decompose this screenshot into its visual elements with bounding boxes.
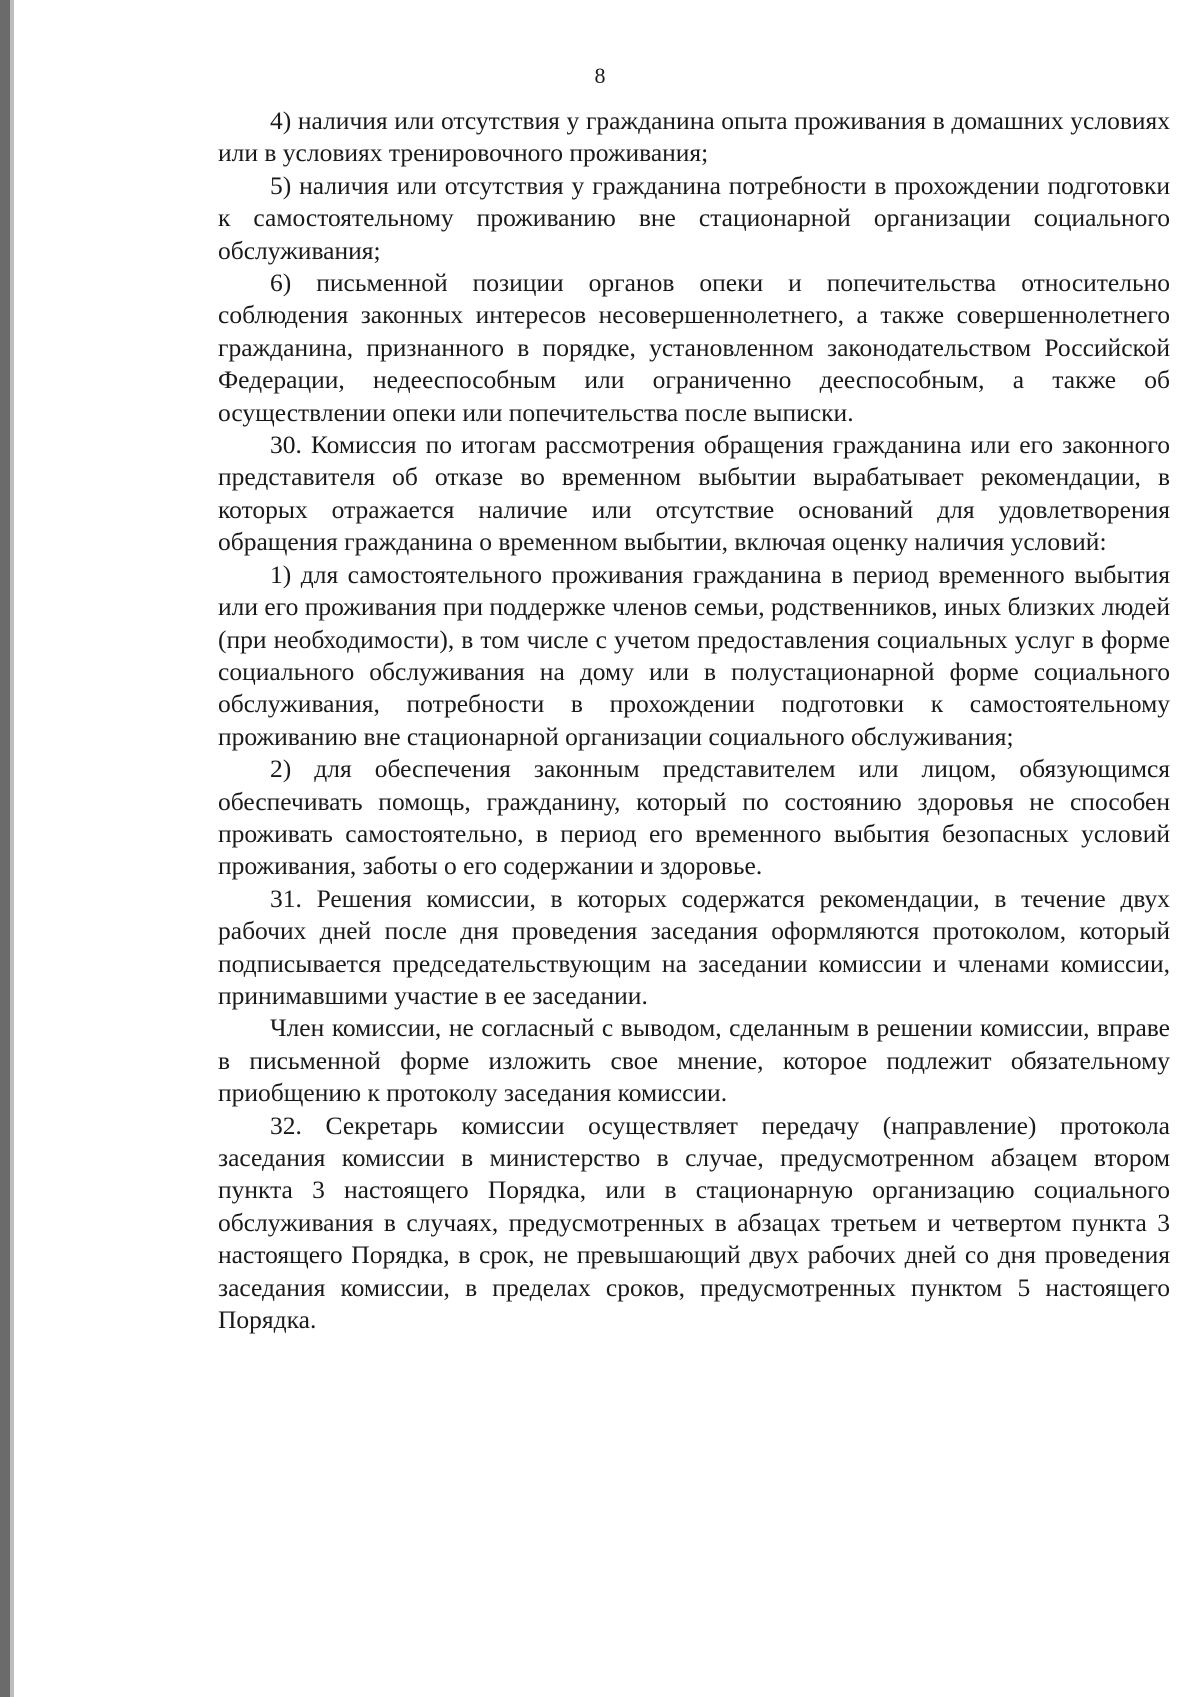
paragraph-clause-32: 32. Секретарь комиссии осуществляет передачу (направление) протокола заседания комиссии в министерство в случае, предусмотренном абзацем втором пункта 3 настоящего Порядка, или в стационарную организацию социального обслуживания в случаях, предусмотренных в абзацах третьем и четвертом пункта 3 настоящего Порядка, в срок, не превышающий двух рабочих дней со дня проведения заседания комиссии, в пределах сроков, предусмотренных пунктом 5 настоящего Порядка. bbox=[218, 1110, 1170, 1335]
paragraph-item-4: 4) наличия или отсутствия у гражданина опыта проживания в домашних условиях или в условиях тренировочного проживания; bbox=[218, 106, 1170, 168]
paragraph-item-5: 5) наличия или отсутствия у гражданина потребности в прохождении подготовки к самостоятельному проживанию вне стационарной организации социального обслуживания; bbox=[218, 170, 1170, 265]
scan-edge-shadow bbox=[10, 0, 14, 1697]
paragraph-item-6: 6) письменной позиции органов опеки и попечительства относительно соблюдения законных интересов несовершеннолетнего, а также совершеннолетнего гражданина, признанного в порядке, установленном законодательством Российской Федерации, недееспособным или ограниченно дееспособным, а также об осуществлении опеки или попечительства после выписки. bbox=[218, 268, 1170, 427]
paragraph-dissent: Член комиссии, не согласный с выводом, сделанным в решении комиссии, вправе в письменной форме изложить свое мнение, которое подлежит обязательному приобщению к протоколу заседания комиссии. bbox=[218, 1013, 1170, 1108]
paragraph-subitem-2: 2) для обеспечения законным представителем или лицом, обязующимся обеспечивать помощь, гражданину, который по состоянию здоровья не способен проживать самостоятельно, в период его временного выбытия безопасных условий проживания, заботы о его содержании и здоровье. bbox=[218, 754, 1170, 881]
document-body bbox=[218, 105, 1170, 1336]
paragraph-subitem-1: 1) для самостоятельного проживания гражданина в период временного выбытия или его проживания при поддержке членов семьи, родственников, иных близких людей (при необходимости), в том числе с учетом предоставления социальных услуг в форме социального обслуживания на дому или в полустационарной форме социального обслуживания, потребности в прохождении подготовки к самостоятельному проживанию вне стационарной организации социального обслуживания; bbox=[218, 559, 1170, 751]
page-number: 8 bbox=[594, 63, 606, 88]
paragraph-clause-31: 31. Решения комиссии, в которых содержатся рекомендации, в течение двух рабочих дней после дня проведения заседания оформляются протоколом, который подписывается председательствующим на заседании комиссии и членами комиссии, принимавшими участие в ее заседании. bbox=[218, 883, 1170, 1010]
paragraph-clause-30: 30. Комиссия по итогам рассмотрения обращения гражданина или его законного представителя об отказе во временном выбытии вырабатывает рекомендации, в которых отражается наличие или отсутствие оснований для удовлетворения обращения гражданина о временном выбытии, включая оценку наличия условий: bbox=[218, 430, 1170, 557]
scan-edge bbox=[0, 0, 10, 1697]
